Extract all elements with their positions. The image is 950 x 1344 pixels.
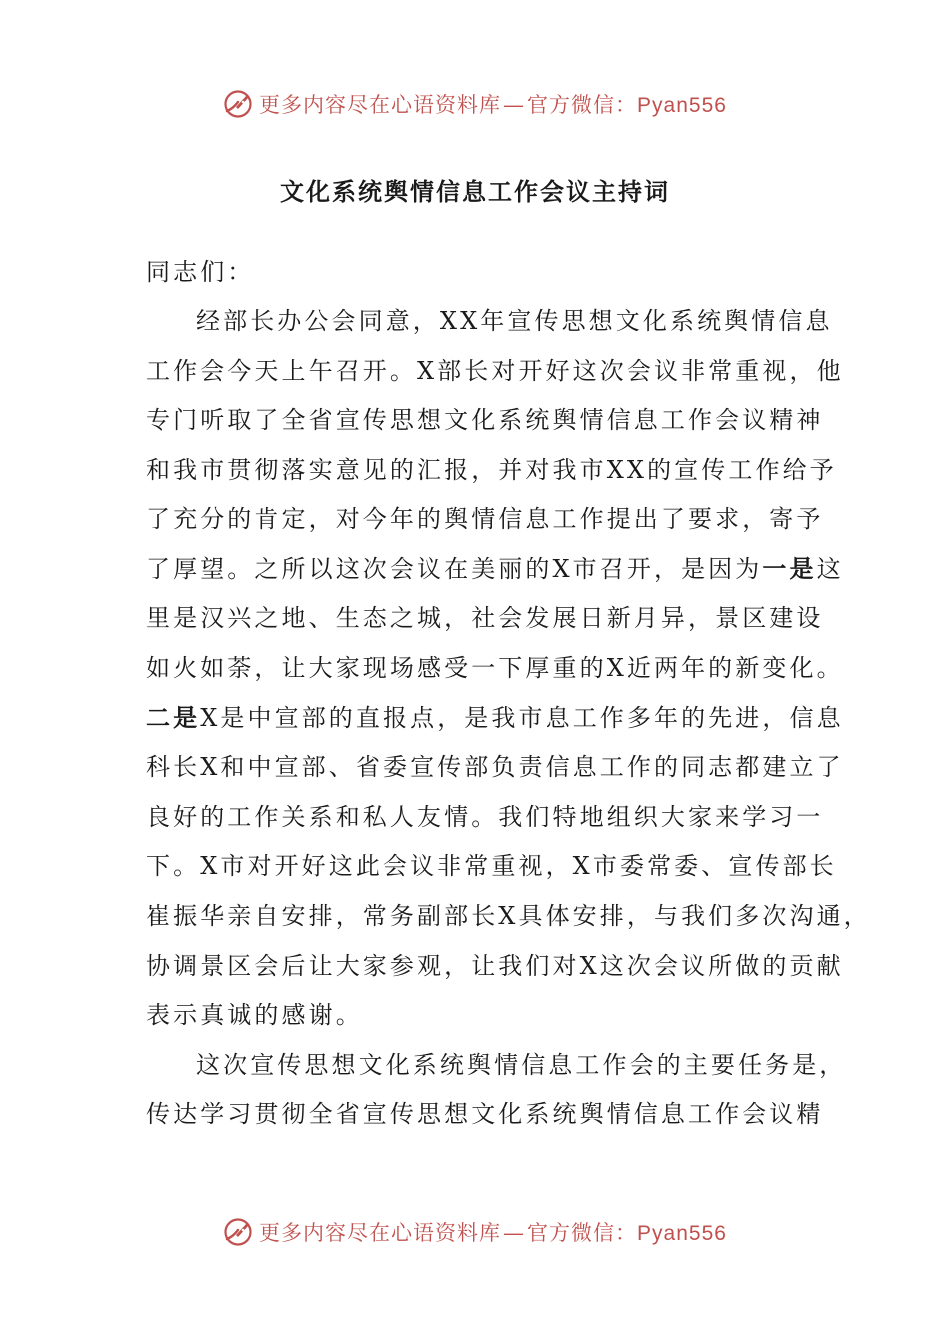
paragraph-1-line-15: 表示真诚的感谢。: [146, 1001, 363, 1029]
paragraph-1-line-5: 了充分的肯定，对今年的舆情信息工作提出了要求，寄予: [146, 505, 824, 533]
watermark-text: [259, 1217, 727, 1247]
pen-nib-seal-icon: [223, 1217, 253, 1247]
paragraph-1-line-13: 崔振华亲自安排，常务副部长X具体安排，与我们多次沟通，: [146, 902, 871, 930]
document-title: 文化系统舆情信息工作会议主持词: [280, 177, 670, 206]
paragraph-2-line-1: 这次宣传思想文化系统舆情信息工作会的主要任务是，: [196, 1051, 847, 1079]
paragraph-2-line-2: 传达学习贯彻全省宣传思想文化系统舆情信息工作会议精: [146, 1100, 824, 1128]
line-6-text-before: 了厚望。之所以这次会议在美丽的X市召开，是因为: [146, 555, 763, 583]
paragraph-1-line-11: 良好的工作关系和私人友情。我们特地组织大家来学习一: [146, 803, 824, 831]
paragraph-1-line-1: 经部长办公会同意，XX年宣传思想文化系统舆情信息: [196, 307, 833, 335]
header-watermark: [0, 84, 950, 124]
watermark-account-label: 官方微信：: [527, 1221, 638, 1245]
watermark-account-id: Pyan556: [637, 94, 727, 117]
paragraph-1-line-8: 如火如荼，让大家现场感受一下厚重的X近两年的新变化。: [146, 654, 844, 682]
paragraph-1-line-14: 协调景区会后让大家参观，让我们对X这次会议所做的贡献: [146, 952, 844, 980]
salutation: 同志们：: [146, 258, 255, 286]
footer-watermark: [0, 1212, 950, 1252]
watermark-slogan: 更多内容尽在心语资料库: [259, 93, 502, 117]
paragraph-1-line-12: 下。X市对开好这此会议非常重视，X市委常委、宣传部长: [146, 852, 837, 880]
line-6-text-after: 这: [816, 555, 844, 583]
paragraph-1-line-3: 专门听取了全省宣传思想文化系统舆情信息工作会议精神: [146, 406, 824, 434]
paragraph-1-line-4: 和我市贯彻落实意见的汇报，并对我市XX的宣传工作给予: [146, 456, 837, 484]
watermark-text: [259, 89, 727, 119]
paragraph-1-line-10: 科长X和中宣部、省委宣传部负责信息工作的同志都建立了: [146, 753, 844, 781]
paragraph-1-line-7: 里是汉兴之地、生态之城，社会发展日新月异，景区建设: [146, 604, 824, 632]
line-9-text-after: X是中宣部的直报点，是我市息工作多年的先进，信息: [200, 704, 844, 732]
watermark-slogan: 更多内容尽在心语资料库: [259, 1221, 502, 1245]
watermark-account-id: Pyan556: [637, 1222, 727, 1245]
emphasis-second: 二是: [146, 703, 201, 732]
pen-nib-seal-icon: [223, 89, 253, 119]
paragraph-1-line-9: [146, 702, 844, 734]
watermark-separator: —: [503, 1221, 526, 1245]
watermark-separator: —: [503, 93, 526, 117]
paragraph-1-line-2: 工作会今天上午召开。X部长对开好这次会议非常重视，他: [146, 357, 844, 385]
watermark-account-label: 官方微信：: [527, 93, 638, 117]
paragraph-1-line-6: [146, 553, 844, 585]
emphasis-first: 一是: [762, 554, 817, 583]
